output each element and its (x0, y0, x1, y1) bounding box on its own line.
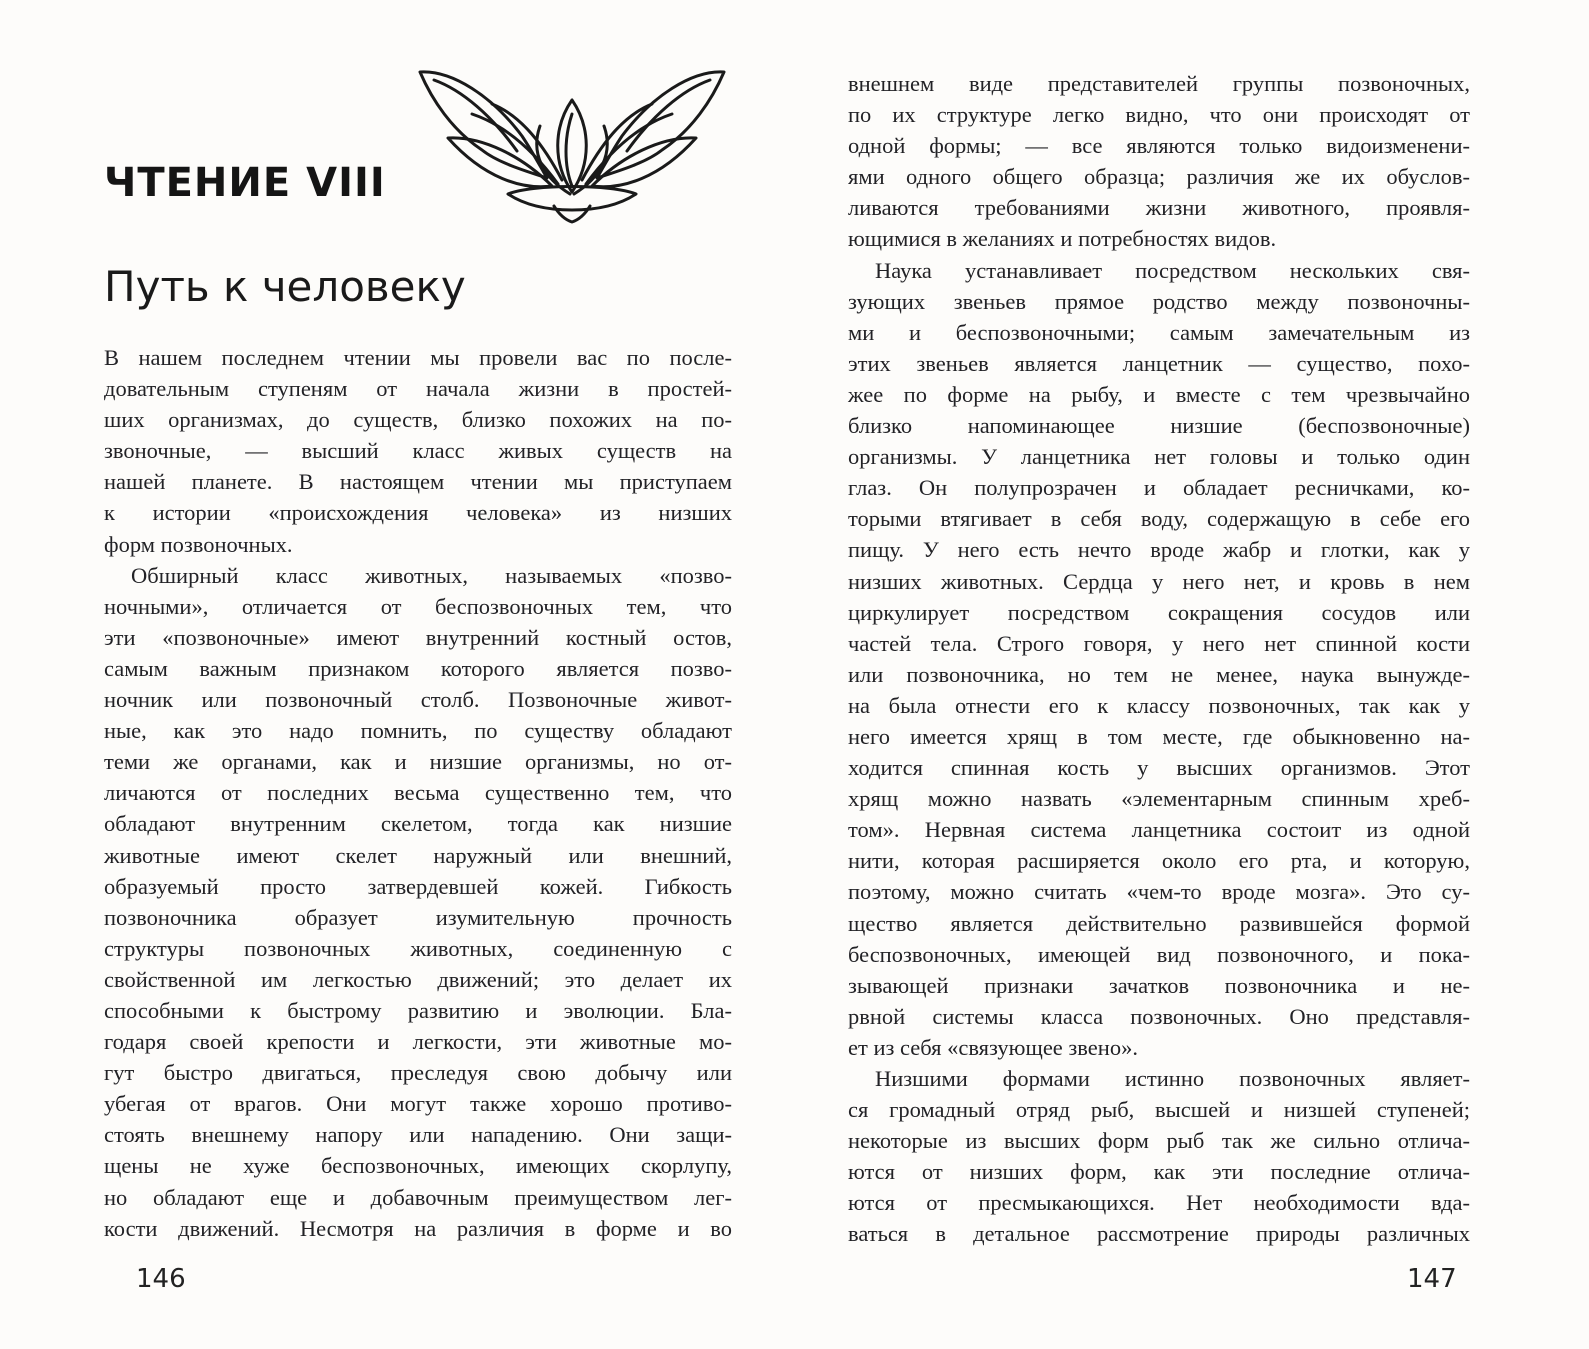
text-line: теми же органами, как и низшие организмы, но от- (104, 749, 732, 775)
text-line: структуры позвоночных животных, соединенную с (104, 935, 732, 961)
text-line: эти «позвоночные» имеют внутренний костный остов, (104, 624, 732, 650)
text-line: рвной системы класса позвоночных. Оно представля- (848, 1003, 1470, 1029)
text-line: внешнем виде представителей группы позвоночных, (848, 71, 1470, 96)
text-line: нити, которая расширяется около его рта, и которую, (848, 848, 1470, 874)
text-line: глаз. Он полупрозрачен и обладает ресничками, ко- (848, 475, 1470, 501)
text-line: торыми втягивает в себя воду, содержащую в себе его (848, 506, 1470, 532)
text-line: ющимися в желаниях и потребностях видов. (848, 226, 1277, 252)
text-line: обладают внутренним скелетом, тогда как низшие (104, 811, 732, 837)
text-line: способными к быстрому развитию и эволюции. Бла- (104, 997, 732, 1023)
text-line: хрящ можно назвать «элементарным спинным хреб- (848, 786, 1470, 812)
text-line: к истории «происхождения человека» из низших (104, 500, 732, 526)
text-line: некоторые из высших форм рыб так же сильно отлича- (848, 1128, 1470, 1154)
text-line: щены не хуже беспозвоночных, имеющих скорлупу, (104, 1153, 732, 1179)
text-line: по их структуре легко видно, что они происходят от (848, 102, 1470, 128)
text-line: ми и беспозвоночными; самым замечательным из (848, 319, 1470, 345)
text-line: ные, как это надо помнить, по существу обладают (104, 718, 732, 744)
text-line: ваться в детальное рассмотрение природы различных (848, 1221, 1470, 1247)
text-line: циркулирует посредством сокращения сосудов или (848, 599, 1470, 625)
text-line: частей тела. Строго говоря, у него нет спинной кости (848, 630, 1470, 656)
text-line: этих звеньев является ланцетник — существо, похо- (848, 350, 1470, 376)
text-line: ших организмах, до существ, близко похожих на по- (104, 407, 732, 433)
text-line: свойственной им легкостью движений; это делает их (104, 966, 732, 992)
text-line: низших животных. Сердца у него нет, и кровь в нем (848, 568, 1470, 594)
text-line: ет из себя «связующее звено». (848, 1034, 1138, 1060)
section-subtitle: Путь к человеку (104, 262, 466, 311)
text-line: ются от низших форм, как эти последние отлича- (848, 1159, 1470, 1185)
text-line: звоночные, — высший класс живых существ на (104, 438, 732, 464)
text-line: организмы. У ланцетника нет головы и только один (848, 444, 1470, 470)
text-line: ливаются требованиями жизни животного, проявля- (848, 195, 1470, 221)
text-line: самым важным признаком которого является позво- (104, 655, 732, 681)
text-line: жее по форме на рыбу, и вместе с тем чрезвычайно (848, 381, 1470, 407)
text-line: личаются от последних весьма существенно тем, что (104, 780, 732, 806)
text-line: него имеется хрящ в том месте, где обыкновенно на- (848, 723, 1470, 749)
text-line: ходится спинная кость у высших организмов. Этот (848, 755, 1470, 781)
paragraph (104, 560, 732, 1244)
text-line: животные имеют скелет наружный или внешний, (104, 842, 732, 868)
paragraph (848, 255, 1470, 1063)
text-line: ночник или позвоночный столб. Позвоночные живот- (104, 687, 732, 713)
paragraph (848, 1063, 1470, 1250)
text-line: форм позвоночных. (104, 531, 293, 557)
text-line: годаря своей крепости и легкости, эти животные мо- (104, 1029, 732, 1055)
right-text-column (848, 68, 1470, 1250)
text-line: или позвоночника, но тем не менее, наука вынужде- (848, 661, 1470, 687)
text-line: ночными», отличается от беспозвоночных тем, что (104, 593, 732, 619)
text-line: том». Нервная система ланцетника состоит из одной (848, 817, 1470, 843)
text-line: кости движений. Несмотря на различия в форме и во (104, 1215, 732, 1241)
left-text-column (104, 342, 732, 1244)
text-line: ями одного общего образца; различия же их обуслов- (848, 164, 1470, 190)
text-line: щество является действительно развившейся формой (848, 910, 1470, 936)
text-line: близко напоминающее низшие (беспозвоночные) (848, 413, 1470, 439)
text-line: убегая от врагов. Они могут также хорошо противо- (104, 1091, 732, 1117)
lotus-icon (412, 66, 732, 226)
right-page (790, 0, 1589, 1349)
text-line: поэтому, можно считать «чем-то вроде мозга». Это су- (848, 879, 1470, 905)
text-line: стоять внешнему напору или нападению. Они защи- (104, 1122, 732, 1148)
text-line: позвоночника образует изумительную прочность (104, 904, 732, 930)
text-line: зывающей признаки зачатков позвоночника и не- (848, 972, 1470, 998)
text-line: на была отнести его к классу позвоночных, так как у (848, 692, 1470, 718)
text-line: Низшими формами истинно позвоночных являет- (875, 1066, 1470, 1091)
left-page (0, 0, 790, 1349)
paragraph (104, 342, 732, 560)
text-line: образуемый просто затвердевшей кожей. Гибкость (104, 873, 732, 899)
text-line: нашей планете. В настоящем чтении мы приступаем (104, 469, 732, 495)
text-line: пищу. У него есть нечто вроде жабр и глотки, как у (848, 537, 1470, 563)
text-line: В нашем последнем чтении мы провели вас по после- (104, 345, 732, 370)
text-line: Наука устанавливает посредством нескольких свя- (875, 257, 1470, 283)
text-line: гут быстро двигаться, преследуя свою добычу или (104, 1060, 732, 1086)
text-line: довательным ступеням от начала жизни в простей- (104, 376, 732, 402)
text-line: беспозвоночных, имеющей вид позвоночного, и пока- (848, 941, 1470, 967)
page-number: 147 (1407, 1264, 1457, 1294)
text-line: Обширный класс животных, называемых «позво- (131, 562, 732, 588)
text-line: ются от пресмыкающихся. Нет необходимости вда- (848, 1190, 1470, 1216)
text-line: но обладают еще и добавочным преимуществом лег- (104, 1184, 732, 1210)
paragraph (848, 68, 1470, 255)
page-number: 146 (136, 1264, 186, 1294)
text-line: ся громадный отряд рыб, высшей и низшей ступеней; (848, 1097, 1470, 1123)
text-line: зующих звеньев прямое родство между позвоночны- (848, 288, 1470, 314)
text-line: одной формы; — все являются только видоизменени- (848, 133, 1470, 159)
chapter-heading: ЧТЕНИЕ VIII (104, 160, 386, 206)
